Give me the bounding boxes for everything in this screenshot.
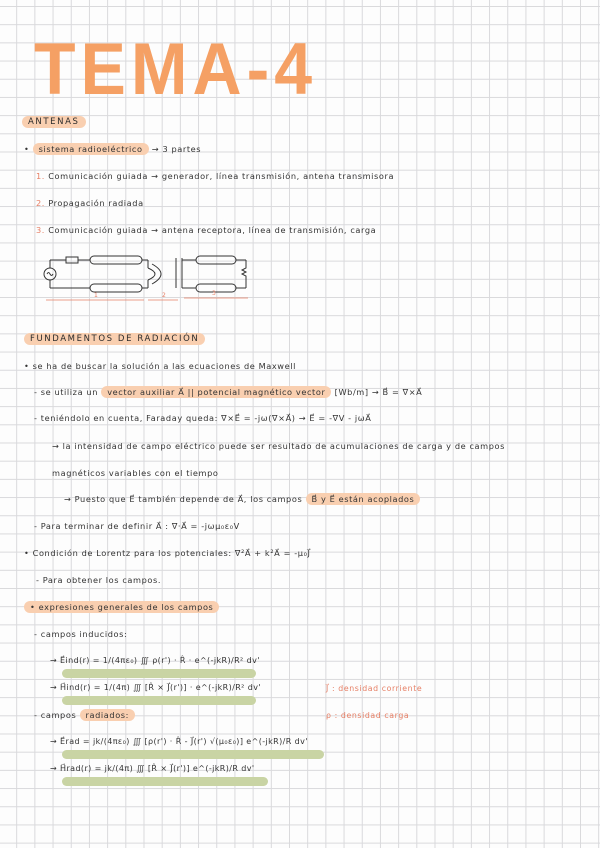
sistema-rest: → 3 partes xyxy=(151,144,202,154)
radiated-highlight: radiados: xyxy=(80,709,136,721)
potential-highlight: vector auxiliar A⃗ || potencial magnético vector xyxy=(101,386,331,398)
transmission-line-bottom xyxy=(90,284,142,292)
radiated-fields-label xyxy=(34,710,135,720)
gauge-line: - Para terminar de definir A⃗ : ∇·A⃗ = -jωμ₀ε₀V xyxy=(34,521,240,531)
faraday-line: - teniéndolo en cuenta, Faraday queda: ∇×E⃗ = -jω(∇×A⃗) → E⃗ = -∇V - jωA⃗ xyxy=(34,413,372,423)
equation-e-induced: → E⃗ind(r) = 1/(4πε₀) ∭ ρ(r') · R̂ · e^(-jkR)/R² dv' xyxy=(50,656,260,665)
obtain-fields-line: - Para obtener los campos. xyxy=(36,575,162,585)
list-num: 1. xyxy=(36,171,46,181)
receiver-line-top xyxy=(196,256,236,264)
electric-field-line-2: magnéticos variables con el tiempo xyxy=(52,468,219,478)
side-note-current-density: J⃗ : densidad corriente xyxy=(326,684,423,693)
potential-pre: - se utiliza un xyxy=(34,387,98,397)
equation-h-radiated: → H⃗rad(r) = jk/(4π) ∭ [R̂ × J⃗(r')] e^(-jkR)/R dv' xyxy=(50,764,255,773)
coupled-line xyxy=(64,494,420,504)
load-icon xyxy=(242,260,246,288)
sistema-highlight: sistema radioeléctrico xyxy=(33,143,149,155)
page-title: TEMA-4 xyxy=(34,28,318,111)
list-text: Comunicación guiada → antena receptora, línea de transmisión, carga xyxy=(48,225,377,235)
receiver-line-bottom xyxy=(196,284,236,292)
electric-field-line: → la intensidad de campo eléctrico puede ser resultado de acumulaciones de carga y de campos xyxy=(52,441,506,451)
potential-line xyxy=(34,387,422,397)
list-num: 3. xyxy=(36,225,46,235)
highlight-bar xyxy=(62,669,256,678)
equation-e-radiated: → E⃗rad = jk/(4πε₀) ∭ [ρ(r') · R̂ - J⃗(r') √(μ₀ε₀)] e^(-jkR)/R dv' xyxy=(50,737,308,746)
highlight-bar xyxy=(62,696,256,705)
resistor-icon xyxy=(66,257,78,263)
side-note-charge-density: ρ : densidad carga xyxy=(326,711,410,720)
general-expressions-highlight: • expresiones generales de los campos xyxy=(24,601,219,613)
coupled-highlight: B⃗ y E⃗ están acoplados xyxy=(306,493,421,505)
lorentz-line: • Condición de Lorentz para los potenciales: ∇²A⃗ + k²A⃗ = -μ₀J⃗ xyxy=(24,548,311,558)
highlight-bar xyxy=(62,750,324,759)
induced-fields-label: - campos inducidos: xyxy=(34,629,128,639)
list-item-2 xyxy=(36,198,144,208)
list-text: Propagación radiada xyxy=(48,198,144,208)
highlight-bar xyxy=(62,777,268,786)
antenna-transmitter-icon xyxy=(148,268,155,280)
maxwell-line: • se ha de buscar la solución a las ecuaciones de Maxwell xyxy=(24,361,296,371)
list-text: Comunicación guiada → generador, línea transmisión, antena transmisora xyxy=(48,171,395,181)
diagram-label-3: 3 xyxy=(212,290,216,297)
section-heading-fundamentos: FUNDAMENTOS DE RADIACIÓN xyxy=(24,333,205,345)
section-heading-antenas: ANTENAS xyxy=(22,116,86,128)
diagram-label-1: 1 xyxy=(94,292,98,299)
general-expressions-line xyxy=(24,602,219,612)
sistema-line: • sistema radioeléctrico → 3 partes xyxy=(24,144,202,154)
coupled-pre: → Puesto que E⃗ también depende de A⃗, los campos xyxy=(64,494,303,504)
radio-system-diagram xyxy=(36,248,266,308)
transmission-line-top xyxy=(90,256,142,264)
list-item-3 xyxy=(36,225,376,235)
list-item-1 xyxy=(36,171,394,181)
potential-post: [Wb/m] → B⃗ = ∇×A⃗ xyxy=(334,387,423,397)
list-num: 2. xyxy=(36,198,46,208)
radiated-pre: - campos xyxy=(34,710,77,720)
equation-h-induced: → H⃗ind(r) = 1/(4π) ∭ [R̂ × J⃗(r')] · e^(-jkR)/R² dv' xyxy=(50,683,261,692)
diagram-label-2: 2 xyxy=(162,292,166,299)
